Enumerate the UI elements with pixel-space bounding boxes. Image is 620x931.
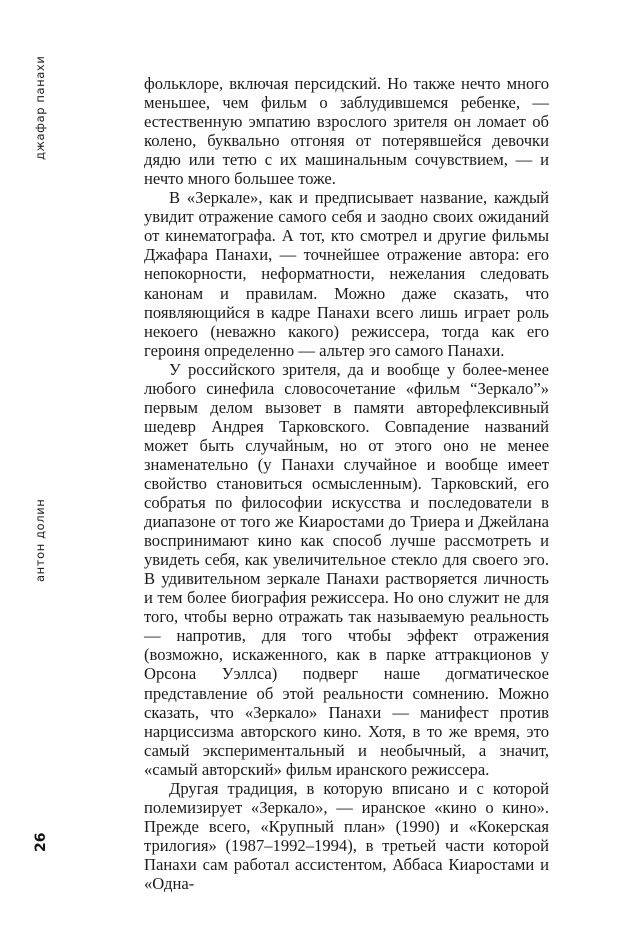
page-number-text: 26 [33, 832, 49, 852]
page-number [33, 833, 49, 852]
paragraph: В «Зеркале», как и предписывает название, каждый увидит отражение самого себя и заодно своих ожиданий от кинематографа. А тот, кто смотрел и другие фильмы Джафара Панахи, — точнейшее отражение автора: его непокорности, неформатности, нежелания следовать канонам и правилам. Можно даже сказать, что появляющийся в кадре Панахи всего лишь играет роль некоего (неважно какого) режиссера, тогда как его героиня определенно — альтер эго самого Панахи. [144, 188, 549, 360]
paragraph: фольклоре, включая персидский. Но также нечто много меньшее, чем фильм о заблудившемся ребенке, — естественную эмпатию взрослого зрителя он ломает об колено, буквально отгоняя от потерявшейся девочки дядю или тетю с их машинальным сочувствием, — и нечто много большее тоже. [144, 74, 549, 189]
author-name-text: антон долин [33, 498, 47, 582]
author-name [25, 470, 53, 670]
running-head-text: джафар панахи [33, 55, 47, 160]
paragraph: Другая традиция, в которую вписано и с которой полемизирует «Зеркало», — иранское «кино о кино». Прежде всего, «Крупный план» (1990) и «Кокерская трилогия» (1987–1992–1994), в третьей части которой Панахи сам работал ассистентом, Аббаса Киаростами и «Одна- [144, 778, 549, 893]
paragraph: У российского зрителя, да и вообще у более-менее любого синефила словосочетание «фильм “Зеркало”» первым делом вызовет в памяти авторефлексивный шедевр Андрея Тарковского. Совпадение названий может быть случайным, но от этого оно не менее знаменательно (у Панахи случайное и вообще имеет свойство становиться осмысленным). Тарковский, его собратья по философии искусства и последователи в диапазоне от того же Киаростами до Триера и Джейлана воспринимают кино как способ лучше рассмотреть и увидеть себя, как увеличительное стекло для своего эго. В удивительном зеркале Панахи растворяется личность и тем более биография режиссера. Но оно служит не для того, чтобы верно отражать так называемую реальность — напротив, для того чтобы эффект отражения (возможно, искаженного, как в парке аттракционов у Орсона Уэллса) подверг наше догматическое представление об этой реальности сомнению. Можно сказать, что «Зеркало» Панахи — манифест против нарциссизма авторского кино. Хотя, в то же время, это самый экспериментальный и необычный, а значит, «самый авторский» фильм иранского режиссера. [144, 359, 549, 779]
running-head [25, 0, 53, 200]
body-text [144, 74, 549, 893]
